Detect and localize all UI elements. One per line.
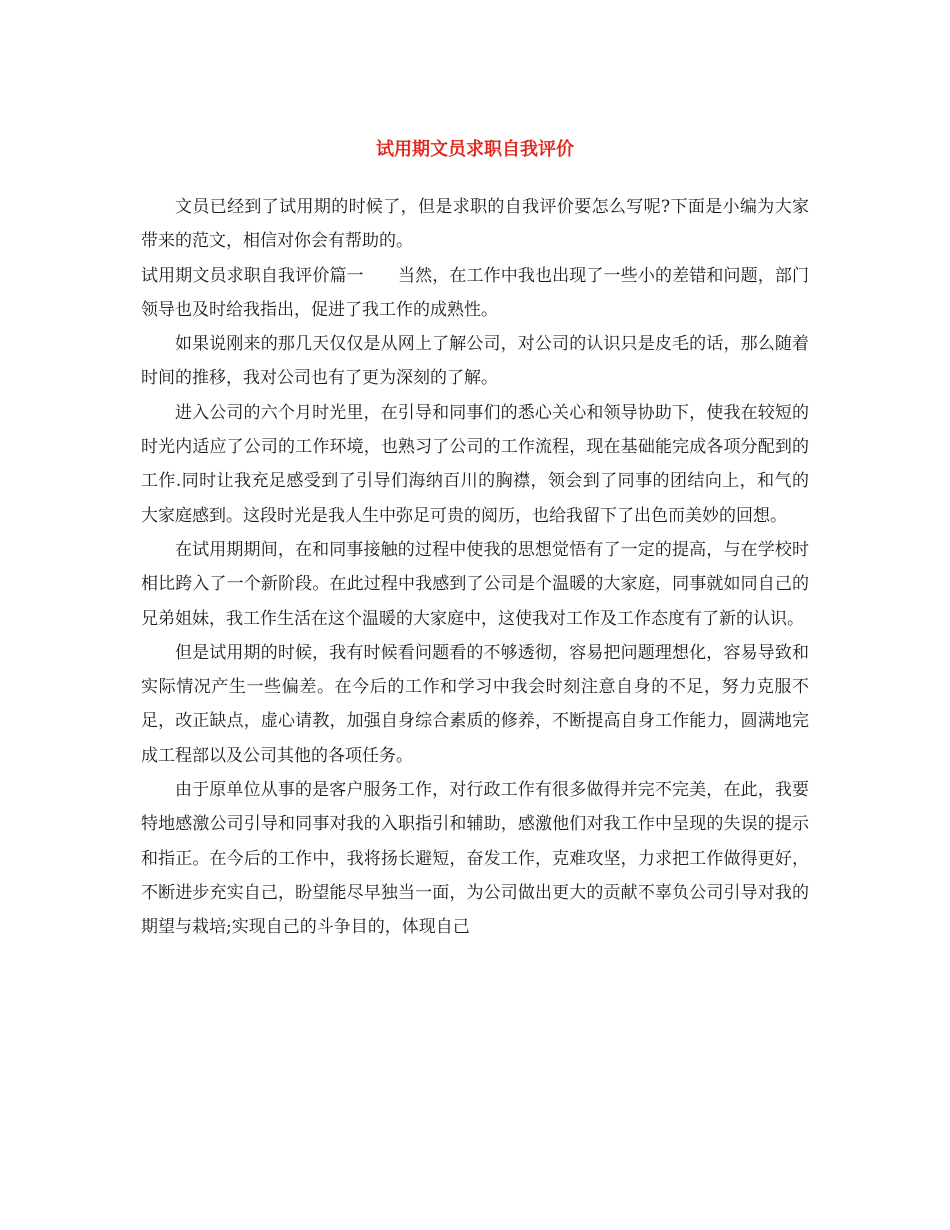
document-title: 试用期文员求职自我评价 [376, 139, 574, 160]
paragraph-probation: 在试用期期间，在和同事接触的过程中使我的思想觉悟有了一定的提高，与在学校时相比跨入了一个新阶段。在此过程中我感到了公司是个温暖的大家庭，同事就如同自己的兄弟姐妹，我工作生活在这个温暖的大家庭中，这使我对工作及工作态度有了新的认识。 [141, 539, 809, 629]
document-body [141, 190, 809, 945]
paragraph-gratitude: 由于原单位从事的是客户服务工作，对行政工作有很多做得并完不完美，在此，我要特地感激公司引导和同事对我的入职指引和辅助，感激他们对我工作中呈现的失误的提示和指正。在今后的工作中，我将扬长避短，奋发工作，克难攻坚，力求把工作做得更好，不断进步充实自己，盼望能尽早独当一面，为公司做出更大的贡献不辜负公司引导对我的期望与栽培;实现自己的斗争目的，体现自己 [141, 780, 809, 938]
paragraph-six-months: 进入公司的六个月时光里，在引导和同事们的悉心关心和领导协助下，使我在较短的时光内适应了公司的工作环境，也熟习了公司的工作流程，现在基础能完成各项分配到的工作.同时让我充足感受到了引导们海纳百川的胸襟，领会到了同事的团结向上，和气的大家庭感到。这段时光是我人生中弥足可贵的阅历，也给我留下了出色而美妙的回想。 [141, 402, 809, 526]
paragraph-intro: 文员已经到了试用期的时候了，但是求职的自我评价要怎么写呢?下面是小编为大家带来的范文，相信对你会有帮助的。 [141, 197, 809, 252]
paragraph-understanding: 如果说刚来的那几天仅仅是从网上了解公司，对公司的认识只是皮毛的话，那么随着时间的推移，我对公司也有了更为深刻的了解。 [141, 334, 809, 389]
paragraph-section-heading: 试用期文员求职自我评价篇一 当然，在工作中我也出现了一些小的差错和问题，部门领导也及时给我指出，促进了我工作的成熟性。 [141, 265, 809, 320]
paragraph-shortcomings: 但是试用期的时候，我有时候看问题看的不够透彻，容易把问题理想化，容易导致和实际情况产生一些偏差。在今后的工作和学习中我会时刻注意自身的不足，努力克服不足，改正缺点，虚心请教，加强自身综合素质的修养，不断提高自身工作能力，圆满地完成工程部以及公司其他的各项任务。 [141, 642, 809, 766]
